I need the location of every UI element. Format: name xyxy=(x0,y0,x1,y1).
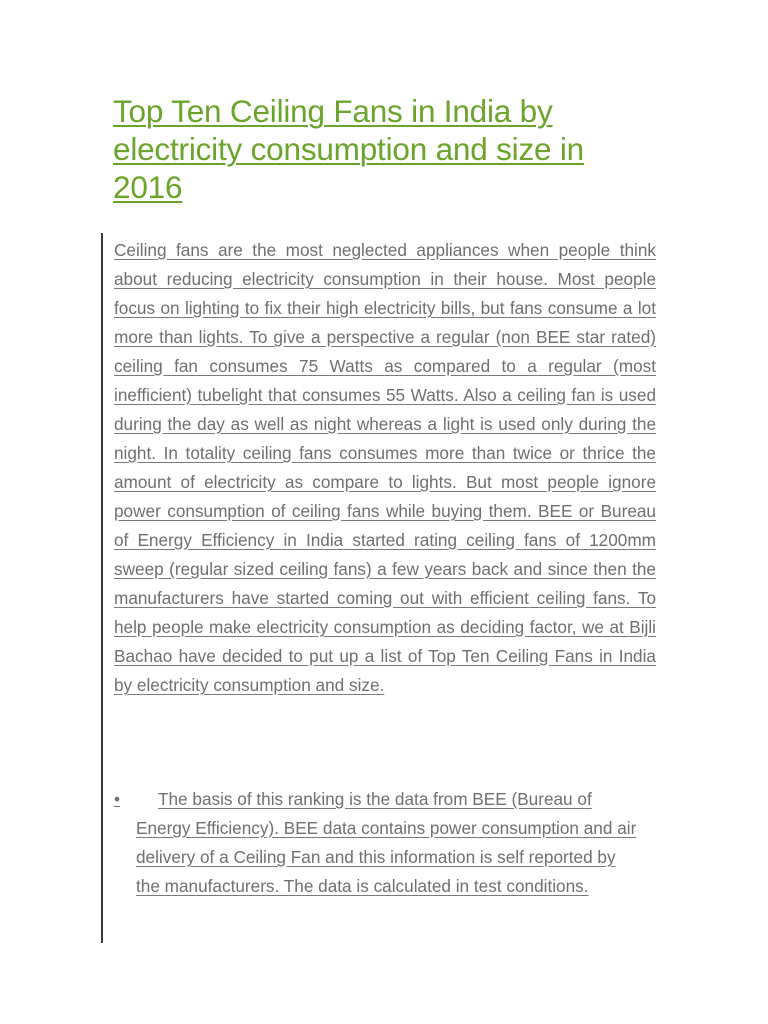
bullet-icon: • xyxy=(114,789,121,809)
left-margin-rule xyxy=(101,233,103,943)
bullet-list-item xyxy=(114,785,644,901)
bullet-item-text[interactable]: The basis of this ranking is the data from BEE (Bureau of Energy Efficiency). BEE data contains power consumption and air delivery of a Ceiling Fan and this information is self reported by the manufacturers. The data is calculated in test conditions. xyxy=(136,789,637,896)
article-title-link[interactable]: Top Ten Ceiling Fans in India by electricity consumption and size in 2016 xyxy=(113,93,584,205)
article-intro-paragraph[interactable]: Ceiling fans are the most neglected appliances when people think about reducing electricity consumption in their house. Most people focus on lighting to fix their high electricity bills, but fans consume a lot more than lights. To give a perspective a regular (non BEE star rated) ceiling fan consumes 75 Watts as compared to a regular (most inefficient) tubelight that consumes 55 Watts. Also a ceiling fan is used during the day as well as night whereas a light is used only during the night. In totality ceiling fans consumes more than twice or thrice the amount of electricity as compare to lights. But most people ignore power consumption of ceiling fans while buying them. BEE or Bureau of Energy Efficiency in India started rating ceiling fans of 1200mm sweep (regular sized ceiling fans) a few years back and since then the manufacturers have started coming out with efficient ceiling fans. To help people make electricity consumption as deciding factor, we at Bijli Bachao have decided to put up a list of Top Ten Ceiling Fans in India by electricity consumption and size. xyxy=(114,240,656,695)
